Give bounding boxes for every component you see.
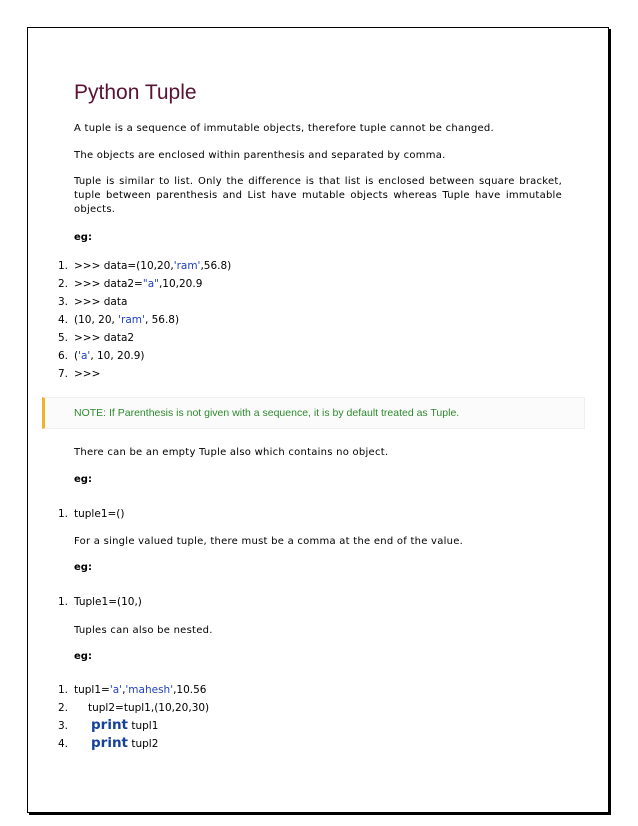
paragraph-nested: Tuples can also be nested. bbox=[74, 625, 213, 636]
code-text: tuple1=() bbox=[74, 508, 125, 520]
paragraph-definition: A tuple is a sequence of immutable objects, therefore tuple cannot be changed. bbox=[74, 123, 494, 134]
print-keyword: print bbox=[91, 717, 129, 733]
code-text: ('a', 10, 20.9) bbox=[74, 350, 145, 362]
code-text: tupl2=tupl1,(10,20,30) bbox=[88, 702, 210, 714]
paragraph-empty-tuple: There can be an empty Tuple also which contains no object. bbox=[74, 447, 389, 458]
note-text: NOTE: If Parenthesis is not given with a sequence, it is by default treated as Tuple. bbox=[74, 407, 460, 419]
line-number: 1. bbox=[57, 684, 68, 696]
code-text: >>> data bbox=[74, 296, 128, 308]
line-number: 1. bbox=[57, 260, 68, 272]
line-number: 2. bbox=[57, 278, 68, 290]
code-text: >>> data2="a",10,20.9 bbox=[74, 278, 203, 290]
eg-label: eg: bbox=[74, 651, 92, 662]
page-title: Python Tuple bbox=[74, 81, 197, 104]
line-number: 5. bbox=[57, 332, 68, 344]
eg-label: eg: bbox=[74, 562, 92, 573]
code-text: >>> data=(10,20,'ram',56.8) bbox=[74, 260, 232, 272]
code-text: print tupl1 bbox=[91, 717, 159, 733]
code-text: >>> data2 bbox=[74, 332, 135, 344]
code-text: >>> bbox=[74, 368, 101, 380]
code-text: print tupl2 bbox=[91, 735, 159, 751]
line-number: 4. bbox=[57, 314, 68, 326]
code-text: (10, 20, 'ram', 56.8) bbox=[74, 314, 180, 326]
line-number: 1. bbox=[57, 508, 68, 520]
line-number: 2. bbox=[57, 702, 68, 714]
print-keyword: print bbox=[91, 735, 129, 751]
eg-label: eg: bbox=[74, 474, 92, 485]
paragraph-list-difference: Tuple is similar to list. Only the difference is that list is enclosed between square bracket, tuple between parenthesis and List have mutable objects whereas Tuple have immutable objects. bbox=[74, 176, 562, 215]
line-number: 7. bbox=[57, 368, 68, 380]
note-box bbox=[42, 397, 585, 429]
document-page bbox=[27, 27, 609, 813]
line-number: 1. bbox=[57, 596, 68, 608]
line-number: 4. bbox=[57, 738, 68, 750]
paragraph-enclosure: The objects are enclosed within parenthesis and separated by comma. bbox=[74, 150, 446, 161]
code-text: Tuple1=(10,) bbox=[74, 596, 142, 608]
code-text: tupl1='a','mahesh',10.56 bbox=[74, 684, 207, 696]
line-number: 6. bbox=[57, 350, 68, 362]
line-number: 3. bbox=[57, 296, 68, 308]
paragraph-single-value: For a single valued tuple, there must be a comma at the end of the value. bbox=[74, 536, 464, 547]
line-number: 3. bbox=[57, 720, 68, 732]
eg-label: eg: bbox=[74, 232, 92, 243]
page-content bbox=[28, 28, 608, 812]
